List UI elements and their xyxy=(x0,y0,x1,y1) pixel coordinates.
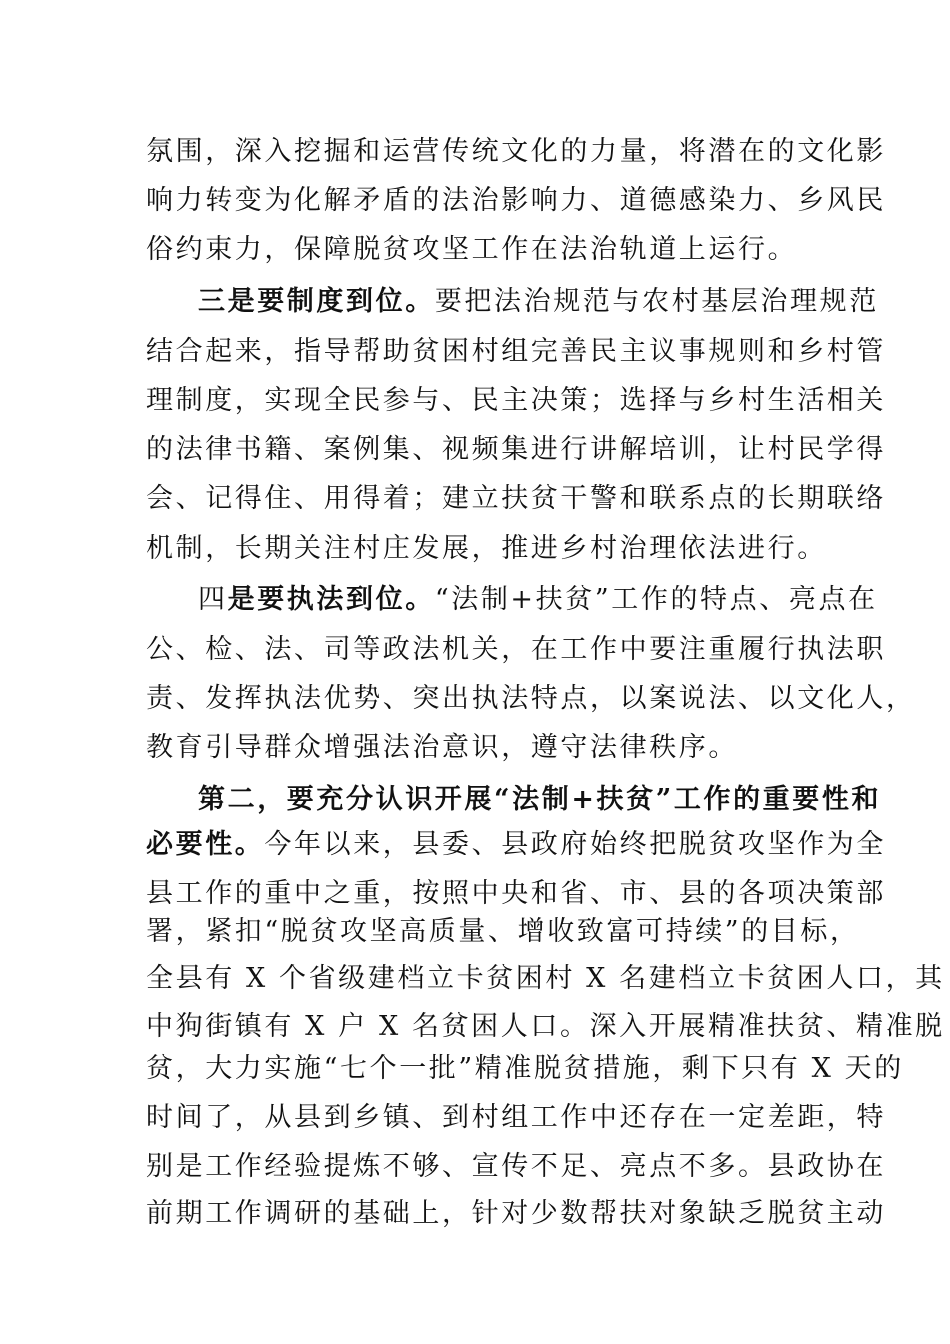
text-line: 俗约束力，保障脱贫攻坚工作在法治轨道上运行。 xyxy=(146,234,798,265)
text-line: 全县有 X 个省级建档立卡贫困村 X 名建档立卡贫困人口，其 xyxy=(146,963,945,994)
section-heading: 第二，要充分认识开展“法制+扶贫”工作的重要性和 xyxy=(198,784,882,815)
text-run: 四 xyxy=(198,584,228,615)
text-line: 教育引导群众增强法治意识，遵守法律秩序。 xyxy=(146,732,738,763)
text-line: 署，紧扣“脱贫攻坚高质量、增收致富可持续”的目标， xyxy=(146,916,860,947)
section-heading: 必要性。 xyxy=(146,829,265,860)
text-line: 责、发挥执法优势、突出执法特点，以案说法、以文化人， xyxy=(146,683,916,714)
section-heading: 三是要制度到位。 xyxy=(198,286,435,317)
section-heading: 是要执法到位。 xyxy=(227,584,435,615)
text-line: 前期工作调研的基础上，针对少数帮扶对象缺乏脱贫主动 xyxy=(146,1198,886,1229)
text-line: 别是工作经验提炼不够、宣传不足、亮点不多。县政协在 xyxy=(146,1151,886,1182)
text-line: 氛围，深入挖掘和运营传统文化的力量，将潜在的文化影 xyxy=(146,136,886,167)
text-line: 时间了，从县到乡镇、到村组工作中还存在一定差距，特 xyxy=(146,1102,886,1133)
text-line: 会、记得住、用得着；建立扶贫干警和联系点的长期联络 xyxy=(146,483,886,514)
text-line: 公、检、法、司等政法机关，在工作中要注重履行执法职 xyxy=(146,634,886,665)
text-line: 贫，大力实施“七个一批”精准脱贫措施，剩下只有 X 天的 xyxy=(146,1053,904,1084)
text-line: 机制，长期关注村庄发展，推进乡村治理依法进行。 xyxy=(146,533,827,564)
text-line: 的法律书籍、案例集、视频集进行讲解培训，让村民学得 xyxy=(146,434,886,465)
paragraph-line xyxy=(146,828,886,862)
paragraph-first-line xyxy=(198,583,878,617)
text-run: 要把法治规范与农村基层治理规范 xyxy=(434,286,879,317)
text-line: 县工作的重中之重，按照中央和省、市、县的各项决策部 xyxy=(146,878,886,909)
text-run: 今年以来，县委、县政府始终把脱贫攻坚作为全 xyxy=(264,829,887,860)
text-line: 中狗街镇有 X 户 X 名贫困人口。深入开展精准扶贫、精准脱 xyxy=(146,1011,945,1042)
text-line: 响力转变为化解矛盾的法治影响力、道德感染力、乡风民 xyxy=(146,185,886,216)
text-run: “法制+扶贫”工作的特点、亮点在 xyxy=(434,584,878,615)
text-line: 结合起来，指导帮助贫困村组完善民主议事规则和乡村管 xyxy=(146,336,886,367)
text-line: 理制度，实现全民参与、民主决策；选择与乡村生活相关 xyxy=(146,385,886,416)
paragraph-first-line xyxy=(198,285,879,319)
